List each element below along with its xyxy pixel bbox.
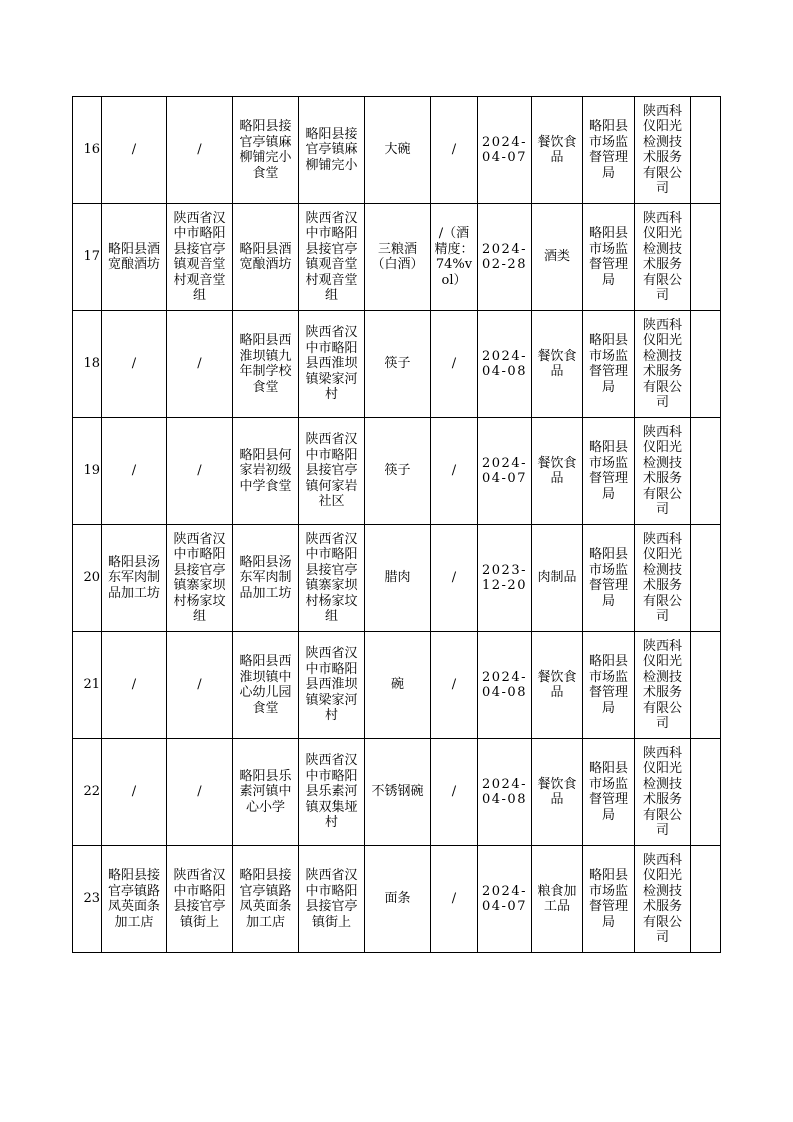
producer-name: / — [102, 97, 167, 204]
food-category: 肉制品 — [532, 525, 583, 632]
row-number: 22 — [73, 739, 102, 846]
table-row — [73, 204, 721, 311]
table-row — [73, 739, 721, 846]
product-name: 筷子 — [365, 418, 431, 525]
row-number: 19 — [73, 418, 102, 525]
producer-name: 略阳县酒宽酿酒坊 — [102, 204, 167, 311]
sampled-unit-name: 略阳县乐素河镇中心小学 — [233, 739, 299, 846]
producer-name: / — [102, 632, 167, 739]
producer-address: / — [167, 739, 233, 846]
production-date: 2024-02-28 — [478, 204, 532, 311]
product-name: 面条 — [365, 846, 431, 953]
sampled-unit-name: 略阳县酒宽酿酒坊 — [233, 204, 299, 311]
specification: /（酒精度：74%vol） — [431, 204, 478, 311]
production-date: 2024-04-08 — [478, 311, 532, 418]
producer-address: / — [167, 632, 233, 739]
testing-lab: 陕西科仪阳光检测技术服务有限公司 — [635, 311, 691, 418]
table-row — [73, 632, 721, 739]
production-date: 2024-04-07 — [478, 418, 532, 525]
sampled-unit-address: 陕西省汉中市略阳县接官亭镇寨家坝村杨家坟组 — [299, 525, 365, 632]
food-category: 酒类 — [532, 204, 583, 311]
food-category: 餐饮食品 — [532, 739, 583, 846]
row-number: 20 — [73, 525, 102, 632]
producer-name: / — [102, 311, 167, 418]
task-agency: 略阳县市场监督管理局 — [583, 739, 635, 846]
producer-name: / — [102, 739, 167, 846]
sampled-unit-name: 略阳县汤东军肉制品加工坊 — [233, 525, 299, 632]
remark — [691, 739, 721, 846]
production-date: 2024-04-08 — [478, 632, 532, 739]
producer-name: 略阳县接官亭镇路凤英面条加工店 — [102, 846, 167, 953]
sampled-unit-address: 陕西省汉中市略阳县接官亭镇何家岩社区 — [299, 418, 365, 525]
task-agency: 略阳县市场监督管理局 — [583, 97, 635, 204]
table-row — [73, 418, 721, 525]
remark — [691, 846, 721, 953]
sampled-unit-name: 略阳县接官亭镇麻柳铺完小食堂 — [233, 97, 299, 204]
table-row — [73, 846, 721, 953]
product-name: 碗 — [365, 632, 431, 739]
product-name: 不锈钢碗 — [365, 739, 431, 846]
testing-lab: 陕西科仪阳光检测技术服务有限公司 — [635, 632, 691, 739]
product-name: 筷子 — [365, 311, 431, 418]
sampled-unit-name: 略阳县接官亭镇路凤英面条加工店 — [233, 846, 299, 953]
producer-address: 陕西省汉中市略阳县接官亭镇观音堂村观音堂组 — [167, 204, 233, 311]
testing-lab: 陕西科仪阳光检测技术服务有限公司 — [635, 204, 691, 311]
table-row — [73, 97, 721, 204]
row-number: 21 — [73, 632, 102, 739]
food-category: 餐饮食品 — [532, 97, 583, 204]
specification: / — [431, 739, 478, 846]
table-body — [73, 97, 721, 953]
producer-address: 陕西省汉中市略阳县接官亭镇寨家坝村杨家坟组 — [167, 525, 233, 632]
testing-lab: 陕西科仪阳光检测技术服务有限公司 — [635, 97, 691, 204]
task-agency: 略阳县市场监督管理局 — [583, 525, 635, 632]
specification: / — [431, 418, 478, 525]
testing-lab: 陕西科仪阳光检测技术服务有限公司 — [635, 846, 691, 953]
specification: / — [431, 97, 478, 204]
remark — [691, 311, 721, 418]
remark — [691, 525, 721, 632]
sampled-unit-address: 陕西省汉中市略阳县接官亭镇街上 — [299, 846, 365, 953]
table-row — [73, 311, 721, 418]
task-agency: 略阳县市场监督管理局 — [583, 632, 635, 739]
row-number: 16 — [73, 97, 102, 204]
producer-name: / — [102, 418, 167, 525]
producer-address: / — [167, 97, 233, 204]
production-date: 2024-04-07 — [478, 846, 532, 953]
remark — [691, 204, 721, 311]
specification: / — [431, 846, 478, 953]
sampled-unit-name: 略阳县西淮坝镇中心幼儿园食堂 — [233, 632, 299, 739]
production-date: 2024-04-07 — [478, 97, 532, 204]
remark — [691, 632, 721, 739]
product-name: 三粮酒（白酒） — [365, 204, 431, 311]
sampled-unit-address: 陕西省汉中市略阳县乐素河镇双集垭村 — [299, 739, 365, 846]
specification: / — [431, 311, 478, 418]
food-category: 餐饮食品 — [532, 632, 583, 739]
row-number: 23 — [73, 846, 102, 953]
testing-lab: 陕西科仪阳光检测技术服务有限公司 — [635, 739, 691, 846]
production-date: 2024-04-08 — [478, 739, 532, 846]
task-agency: 略阳县市场监督管理局 — [583, 846, 635, 953]
testing-lab: 陕西科仪阳光检测技术服务有限公司 — [635, 418, 691, 525]
producer-name: 略阳县汤东军肉制品加工坊 — [102, 525, 167, 632]
product-name: 大碗 — [365, 97, 431, 204]
specification: / — [431, 525, 478, 632]
food-category: 餐饮食品 — [532, 418, 583, 525]
product-name: 腊肉 — [365, 525, 431, 632]
sampled-unit-name: 略阳县西淮坝镇九年制学校食堂 — [233, 311, 299, 418]
sampled-unit-address: 略阳县接官亭镇麻柳铺完小 — [299, 97, 365, 204]
row-number: 18 — [73, 311, 102, 418]
remark — [691, 418, 721, 525]
producer-address: / — [167, 418, 233, 525]
sampled-unit-address: 陕西省汉中市略阳县接官亭镇观音堂村观音堂组 — [299, 204, 365, 311]
task-agency: 略阳县市场监督管理局 — [583, 311, 635, 418]
specification: / — [431, 632, 478, 739]
task-agency: 略阳县市场监督管理局 — [583, 204, 635, 311]
testing-lab: 陕西科仪阳光检测技术服务有限公司 — [635, 525, 691, 632]
sampled-unit-address: 陕西省汉中市略阳县西淮坝镇梁家河村 — [299, 632, 365, 739]
producer-address: / — [167, 311, 233, 418]
task-agency: 略阳县市场监督管理局 — [583, 418, 635, 525]
producer-address: 陕西省汉中市略阳县接官亭镇街上 — [167, 846, 233, 953]
food-category: 餐饮食品 — [532, 311, 583, 418]
food-category: 粮食加工品 — [532, 846, 583, 953]
production-date: 2023-12-20 — [478, 525, 532, 632]
sampling-results-table — [72, 96, 721, 953]
sampled-unit-name: 略阳县何家岩初级中学食堂 — [233, 418, 299, 525]
row-number: 17 — [73, 204, 102, 311]
table-row — [73, 525, 721, 632]
sampled-unit-address: 陕西省汉中市略阳县西淮坝镇梁家河村 — [299, 311, 365, 418]
remark — [691, 97, 721, 204]
